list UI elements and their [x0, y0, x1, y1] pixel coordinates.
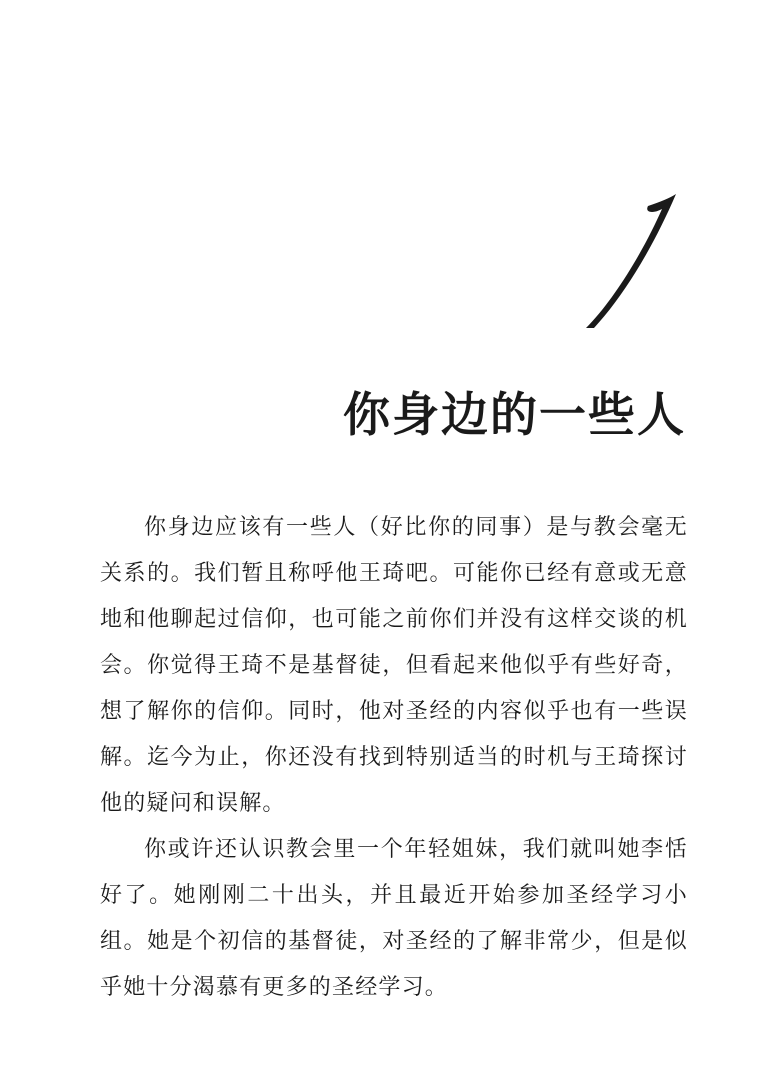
paragraph: 你身边应该有一些人（好比你的同事）是与教会毫无关系的。我们暂且称呼他王琦吧。可能你已经有意或无意地和他聊起过信仰，也可能之前你们并没有这样交谈的机会。你觉得王琦不是基督徒，但看起来他似乎有些好奇，想了解你的信仰。同时，他对圣经的内容似乎也有一些误解。迄今为止，你还没有找到特别适当的时机与王琦探讨他的疑问和误解。: [100, 515, 688, 816]
chapter-title: 你身边的一些人: [343, 388, 686, 443]
chapter-number: [564, 190, 684, 335]
paragraph: 你或许还认识教会里一个年轻姐妹，我们就叫她李恬好了。她刚刚二十出头，并且最近开始参加圣经学习小组。她是个初信的基督徒，对圣经的了解非常少，但是似乎她十分渴慕有更多的圣经学习。: [100, 837, 688, 1000]
body-text: [100, 505, 688, 1011]
chapter-number-glyph: [564, 190, 684, 335]
